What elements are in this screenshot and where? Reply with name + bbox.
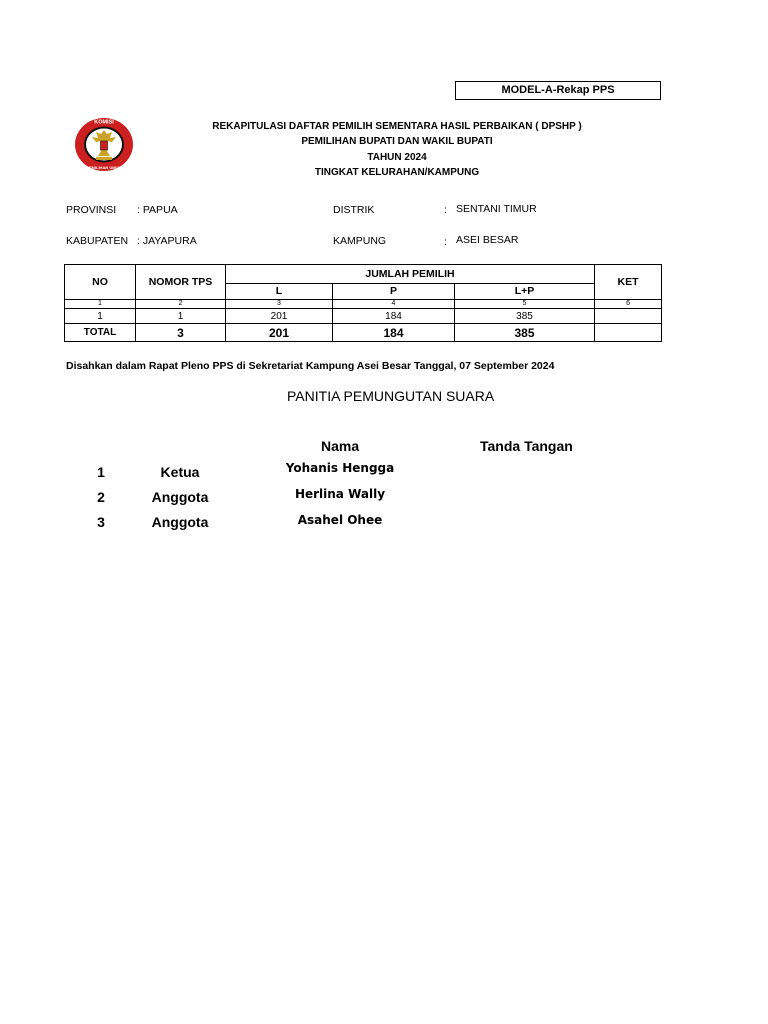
member-name: Asahel Ohee bbox=[297, 513, 383, 527]
member-number: 1 bbox=[97, 464, 105, 480]
column-tanda-tangan: Tanda Tangan bbox=[480, 438, 573, 454]
total-lp: 385 bbox=[455, 324, 595, 342]
column-nama: Nama bbox=[321, 438, 360, 454]
model-label: MODEL-A-Rekap PPS bbox=[455, 81, 661, 100]
kpu-logo bbox=[74, 117, 134, 172]
distrik-label: DISTRIK bbox=[333, 204, 375, 216]
cell-l: 201 bbox=[226, 309, 333, 324]
member-role: Anggota bbox=[151, 514, 209, 530]
kampung-value: ASEI BESAR bbox=[456, 234, 519, 246]
total-label: TOTAL bbox=[65, 324, 136, 342]
title-line-1: REKAPITULASI DAFTAR PEMILIH SEMENTARA HASIL PERBAIKAN ( DPSHP ) bbox=[212, 121, 582, 132]
header-ket: KET bbox=[595, 265, 662, 300]
total-p: 184 bbox=[333, 324, 455, 342]
header-no: NO bbox=[65, 265, 136, 300]
provinsi-label: PROVINSI bbox=[66, 204, 117, 216]
total-ket bbox=[595, 324, 662, 342]
member-number: 3 bbox=[97, 514, 105, 530]
kabupaten-label: KABUPATEN bbox=[66, 235, 129, 247]
column-index: 4 bbox=[333, 300, 455, 309]
column-index: 3 bbox=[226, 300, 333, 309]
cell-p: 184 bbox=[333, 309, 455, 324]
total-l: 201 bbox=[226, 324, 333, 342]
total-tps: 3 bbox=[136, 324, 226, 342]
cell-tps: 1 bbox=[136, 309, 226, 324]
distrik-colon: : bbox=[444, 204, 447, 216]
header-l: L bbox=[226, 283, 333, 299]
member-role: Ketua bbox=[160, 464, 200, 480]
table-header-row bbox=[65, 265, 662, 284]
kampung-label: KAMPUNG bbox=[333, 235, 387, 247]
title-line-3: TAHUN 2024 bbox=[367, 152, 427, 163]
column-index: 6 bbox=[595, 300, 662, 309]
rekap-table bbox=[64, 264, 662, 342]
column-index: 1 bbox=[65, 300, 136, 309]
panitia-title: PANITIA PEMUNGUTAN SUARA bbox=[287, 388, 495, 404]
distrik-value: SENTANI TIMUR bbox=[456, 203, 537, 215]
pleno-statement: Disahkan dalam Rapat Pleno PPS di Sekretariat Kampung Asei Besar Tanggal, 07 September 2024 bbox=[66, 360, 555, 372]
table-row bbox=[65, 309, 662, 324]
member-name: Yohanis Hengga bbox=[285, 461, 395, 475]
provinsi-value: : PAPUA bbox=[137, 204, 178, 216]
total-row bbox=[65, 324, 662, 342]
column-index: 2 bbox=[136, 300, 226, 309]
header-nomor-tps: NOMOR TPS bbox=[136, 265, 226, 300]
cell-ket bbox=[595, 309, 662, 324]
logo-text-top: KOMISI bbox=[94, 119, 114, 126]
logo-text-bottom: PEMILIHAN UMUM bbox=[86, 165, 122, 170]
member-number: 2 bbox=[97, 489, 105, 505]
kabupaten-value: : JAYAPURA bbox=[137, 235, 197, 247]
cell-no: 1 bbox=[65, 309, 136, 324]
column-index-row bbox=[65, 300, 662, 309]
header-lp: L+P bbox=[455, 283, 595, 299]
kampung-colon: : bbox=[444, 236, 447, 248]
title-line-2: PEMILIHAN BUPATI DAN WAKIL BUPATI bbox=[301, 136, 493, 147]
member-name: Herlina Wally bbox=[294, 487, 386, 501]
header-p: P bbox=[333, 283, 455, 299]
title-line-4: TINGKAT KELURAHAN/KAMPUNG bbox=[314, 167, 480, 178]
member-role: Anggota bbox=[151, 489, 209, 505]
cell-lp: 385 bbox=[455, 309, 595, 324]
column-index: 5 bbox=[455, 300, 595, 309]
header-jumlah-pemilih: JUMLAH PEMILIH bbox=[226, 265, 595, 284]
